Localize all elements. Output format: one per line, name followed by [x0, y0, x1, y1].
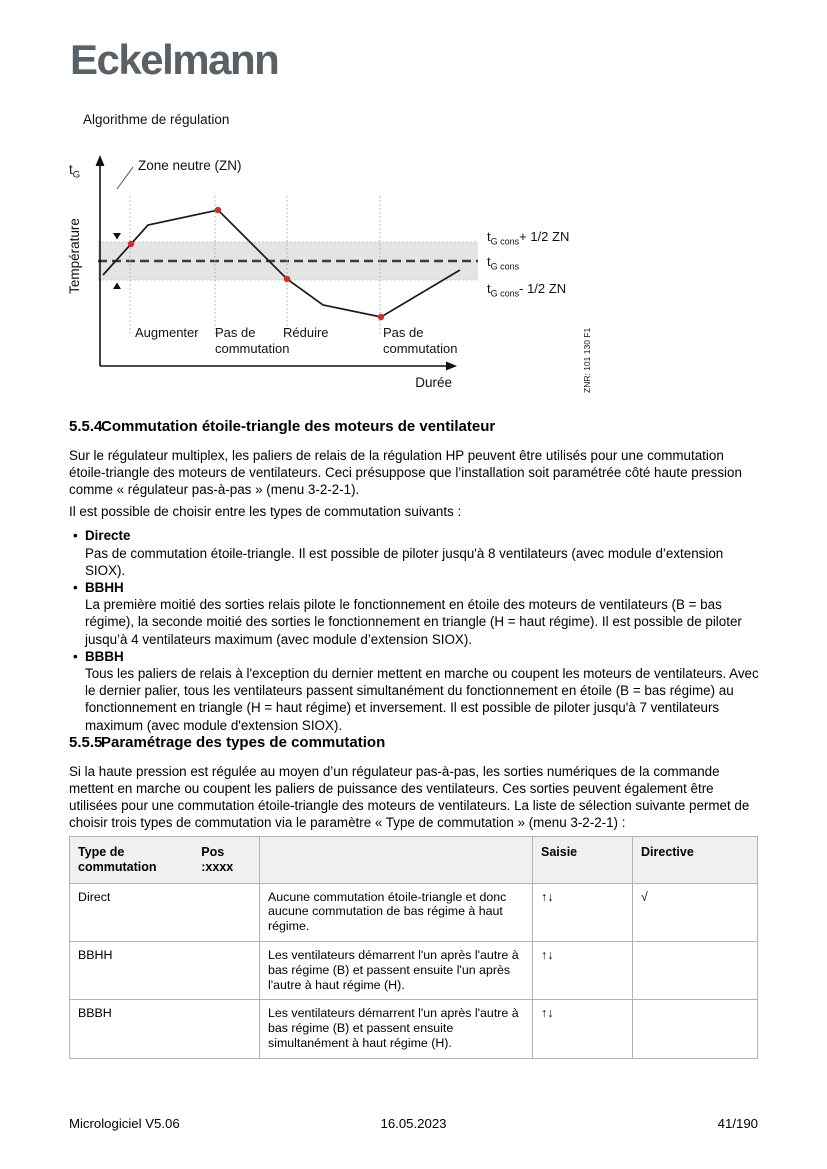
lower-limit-label: $t_{G cons}-$ 1/2 ZN: [487, 281, 567, 299]
cell-saisie: ↑↓: [533, 942, 633, 1000]
list-term: BBHH: [85, 579, 124, 595]
cell-type: Direct: [70, 883, 260, 941]
cell-directive: √: [633, 883, 758, 941]
paragraph: Sur le régulateur multiplex, les paliers de relais de la régulation HP peuvent être utilisés pour une commutation étoile-triangle des moteurs de ventilateurs. Ceci présuppose que l’installation soit paramétrée côté haute pression comme « régulateur pas-à-pas » (menu 3-2-2-1).: [69, 448, 742, 498]
lower-limit-pointer-icon: [113, 283, 121, 290]
cell-description: Les ventilateurs démarrent l'un après l'autre à bas régime (B) et passent ensuite l'un après l'autre à haut régime (H).: [260, 942, 533, 1000]
cell-type: BBHH: [70, 942, 260, 1000]
table-row-bbhh: [70, 942, 758, 1000]
eckelmann-logo: Eckelmann: [70, 36, 279, 83]
page-body: [69, 418, 761, 1059]
figure-caption: Algorithme de régulation: [83, 112, 230, 127]
header-pos-label: Pos :xxxx: [201, 845, 234, 874]
phase-label-reduire: Réduire: [283, 325, 329, 340]
header-saisie: Saisie: [533, 837, 633, 884]
upper-limit-label: $t_{G cons}+ 1/2$ ZN: [487, 229, 570, 247]
x-axis-title: Durée: [415, 375, 452, 390]
list-text: La première moitié des sorties relais pilote le fonctionnement en étoile des moteurs de ventilateurs (B = bas régime), la seconde moitié des sorties le fonctionnement en triangle (H = haut régime). Il est possible de piloter jusqu’à 4 ventilateurs maximum (avec module d’extension SIOX).: [85, 597, 742, 647]
paragraph: Si la haute pression est régulée au moyen d’un régulateur pas-à-pas, les sorties numériques de la commande mettent en marche ou coupent les paliers de puissance des ventilateurs. Ces sorties peuvent également être utilisées pour une commutation étoile-triangle des moteurs de ventilateurs. La liste de sélection suivante permet de choisir trois types de commutation via le paramètre « Type de commutation » (menu 3-2-2-1) :: [69, 763, 750, 831]
table-row-bbbh: [70, 1000, 758, 1058]
list-term: Directe: [85, 528, 131, 544]
table-header-row: [70, 837, 758, 884]
setpoint-label: $t_{G cons}$: [487, 254, 520, 272]
cell-directive: [633, 942, 758, 1000]
header-type-label: Type de commutation: [78, 845, 157, 874]
list-item-bbbh: [69, 648, 761, 734]
footer-date: 16.05.2023: [380, 1116, 447, 1131]
table-row-direct: [70, 883, 758, 941]
drawing-number-stamp: ZNR: 101 130 F1: [582, 327, 592, 393]
paragraph: Il est possible de choisir entre les types de commutation suivants :: [69, 504, 462, 520]
header-description: [260, 837, 533, 884]
bullet-icon: •: [73, 579, 78, 595]
neutral-zone-callout-line: [117, 167, 133, 189]
list-item-directe: [69, 527, 761, 579]
x-axis-arrow: [446, 362, 457, 371]
page-footer: [69, 1116, 758, 1131]
commutation-types-list: [69, 527, 761, 733]
bullet-icon: •: [73, 648, 78, 664]
list-term: BBBH: [85, 648, 124, 664]
phase-label-pas-de-2-l1: Pas de: [383, 325, 424, 340]
neutral-zone-label: Zone neutre (ZN): [138, 158, 242, 173]
list-text: Tous les paliers de relais à l'exception du dernier mettent en marche ou coupent les moteurs de ventilateurs. Avec le dernier palier, tous les ventilateurs passent simultanément du fonctionnement en étoile (B = bas régime) au fonctionnement en triangle (H = haut régime) et inversement. Il est possible de piloter jusqu'à 7 ventilateurs maximum (avec module d'extension SIOX).: [85, 665, 759, 733]
phase-label-pas-de-1-l1: Pas de: [215, 325, 256, 340]
phase-label-augmenter: Augmenter: [135, 325, 199, 340]
section-title: Commutation étoile-triangle des moteurs de ventilateur: [101, 418, 496, 435]
cell-directive: [633, 1000, 758, 1058]
list-item-bbhh: [69, 579, 761, 648]
section-number: 5.5.5: [69, 733, 103, 751]
bullet-icon: •: [73, 528, 78, 544]
cell-saisie: ↑↓: [533, 883, 633, 941]
phase-label-pas-de-1-l2: commutation: [215, 341, 290, 356]
cell-description: Les ventilateurs démarrent l'un après l'autre à bas régime (B) et passent ensuite simultanément à haut régime (H).: [260, 1000, 533, 1058]
cell-description: Aucune commutation étoile-triangle et donc aucune commutation de bas régime à haut régime.: [260, 883, 533, 941]
cell-type: BBBH: [70, 1000, 260, 1058]
y-axis-title: Température: [67, 218, 82, 294]
footer-page-number: 41/190: [717, 1116, 759, 1131]
section-heading-555: [69, 734, 761, 752]
section-title: Paramétrage des types de commutation: [101, 733, 386, 751]
y-axis-symbol: $t_G$: [69, 162, 81, 181]
section-number: 5.5.4: [69, 418, 103, 435]
footer-firmware-version: Micrologiciel V5.06: [69, 1116, 180, 1131]
section-heading-554: [69, 418, 761, 436]
cell-saisie: ↑↓: [533, 1000, 633, 1058]
list-text: Pas de commutation étoile-triangle. Il est possible de piloter jusqu'à 8 ventilateurs (avec module d’extension SIOX).: [85, 545, 724, 578]
y-axis-arrow: [96, 155, 105, 166]
regulation-algorithm-diagram: [60, 148, 600, 408]
upper-limit-pointer-icon: [113, 233, 121, 240]
header-directive: Directive: [633, 837, 758, 884]
header-type-de-commutation: [70, 837, 260, 884]
phase-label-pas-de-2-l2: commutation: [383, 341, 458, 356]
commutation-types-table: [69, 836, 758, 1059]
